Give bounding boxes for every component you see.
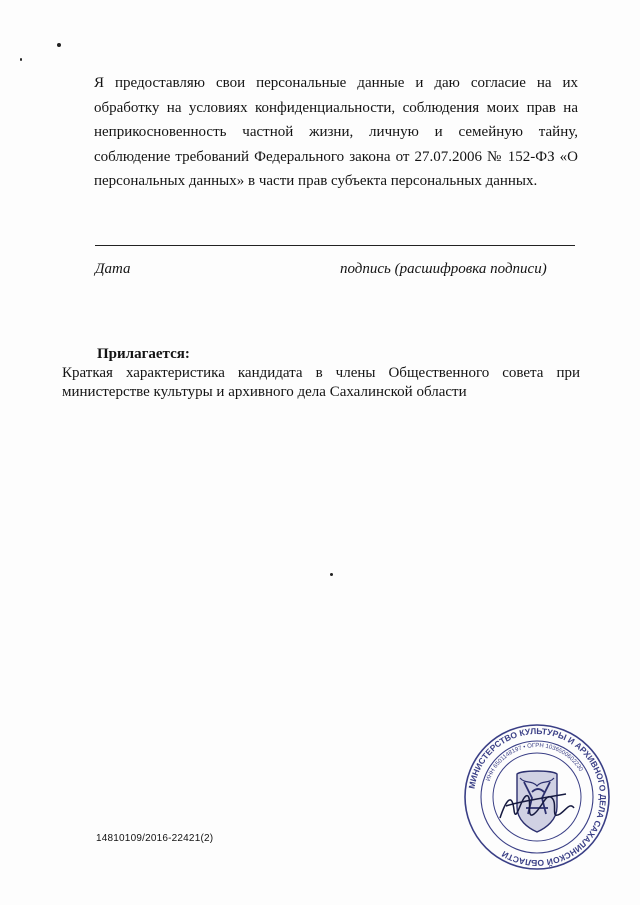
scan-speck — [330, 573, 333, 576]
scan-speck — [20, 58, 22, 61]
official-stamp — [462, 722, 612, 872]
stamp-outer-text: МИНИСТЕРСТВО КУЛЬТУРЫ И АРХИВНОГО ДЕЛА САХАЛИНСКОЙ ОБЛАСТИ — [466, 725, 609, 869]
date-label: Дата — [95, 261, 131, 277]
attachment-heading: Прилагается: — [97, 346, 190, 362]
signature-line — [95, 245, 575, 246]
signature-label: подпись (расшифровка подписи) — [340, 261, 547, 277]
stamp-inner-text: ИНН 6501148197 • ОГРН 1036500602230 — [485, 742, 584, 783]
document-number: 14810109/2016-22421(2) — [96, 833, 214, 844]
attachment-text: Краткая характеристика кандидата в члены Общественного совета при министерстве культуры и архивного дела Сахалинской области — [62, 365, 580, 400]
scan-speck — [57, 43, 61, 47]
consent-paragraph: Я предоставляю свои персональные данные и даю согласие на их обработку на условиях конфиденциальности, соблюдения моих прав на неприкосновенность частной жизни, личную и семейную тайну, соблюдение требований Федерального закона от 27.07.2006 № 152-ФЗ «О персональных данных» в части прав субъекта персональных данных. — [94, 75, 578, 189]
